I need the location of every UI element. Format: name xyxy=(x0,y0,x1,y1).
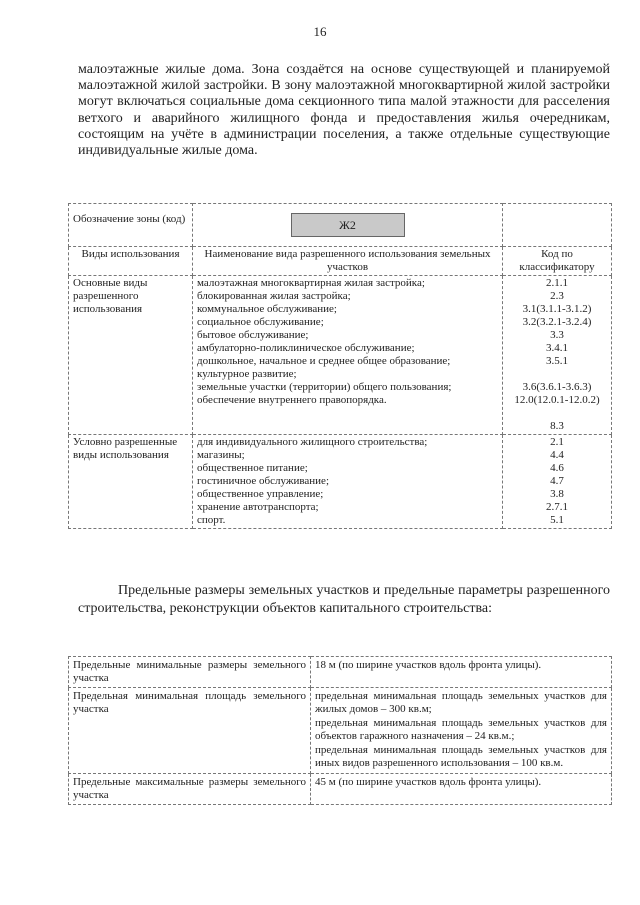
page-number: 16 xyxy=(313,24,327,39)
list-item: обеспечение внутреннего правопорядка. xyxy=(197,394,387,406)
list-item: общественное управление; xyxy=(197,488,324,500)
intro-text: малоэтажные жилые дома. Зона создаётся на основе существующей и планируемой малоэтажной жилой застройки. В зону малоэтажной многоквартирной жилой застройки могут включаться социальные дома секционного типа малой этажности для расселения ветхого и аварийного жилищного фонда и предоставления жилья очередникам, состоящим на учёте в администрации поселения, а также отдельные существующие индивидуальные жилые дома. xyxy=(78,62,610,159)
conditional-uses-label: Условно разрешенные виды использования xyxy=(69,435,193,529)
table-row xyxy=(69,657,612,688)
main-uses-label: Основные виды разрешенного использования xyxy=(69,276,193,435)
limit-value: 45 м (по ширине участков вдоль фронта улицы). xyxy=(315,776,542,788)
list-item: коммунальное обслуживание; xyxy=(197,303,337,315)
header-name: Наименование вида разрешенного использования земельных участков xyxy=(193,247,503,276)
list-item: хранение автотранспорта; xyxy=(197,501,319,513)
conditional-uses-codes xyxy=(503,435,612,529)
table-row xyxy=(69,774,612,805)
zone-empty-cell xyxy=(503,204,612,247)
code-item: 12.0(12.0.1-12.0.2) xyxy=(514,394,600,406)
code-item: 4.4 xyxy=(550,449,564,461)
list-item: общественное питание; xyxy=(197,462,308,474)
main-uses-names xyxy=(193,276,503,435)
list-item: блокированная жилая застройка; xyxy=(197,290,351,302)
code-item: 3.2(3.2.1-3.2.4) xyxy=(522,316,592,328)
code-item: 2.1 xyxy=(550,436,564,448)
header-row xyxy=(69,247,612,276)
conditional-uses-row xyxy=(69,435,612,529)
limit-label: Предельные максимальные размеры земельного участка xyxy=(69,774,311,805)
conditional-uses-names xyxy=(193,435,503,529)
zone-label-cell xyxy=(69,204,193,247)
zone-label: Обозначение зоны (код) xyxy=(73,213,186,225)
limit-value: предельная минимальная площадь земельных участков для жилых домов – 300 кв.м; xyxy=(315,690,607,715)
table-row xyxy=(69,688,612,774)
limits-title: Предельные размеры земельных участков и предельные параметры разрешенного строительства, реконструкции объектов капитального строительства: xyxy=(78,583,610,616)
limit-value: предельная минимальная площадь земельных участков для объектов гаражного назначения – 24 кв.м.; xyxy=(315,717,607,742)
list-item: культурное развитие; xyxy=(197,368,297,380)
limit-value: 18 м (по ширине участков вдоль фронта улицы). xyxy=(315,659,542,671)
limits-table xyxy=(68,656,612,805)
header-code: Код по классификатору xyxy=(503,247,612,276)
limit-label: Предельные минимальные размеры земельного участка xyxy=(69,657,311,688)
code-item: 2.1.1 xyxy=(546,277,568,289)
code-item: 2.3 xyxy=(550,290,564,302)
limit-value-cell xyxy=(311,657,612,688)
code-item: 3.3 xyxy=(550,329,564,341)
list-item: дошкольное, начальное и среднее общее образование; xyxy=(197,355,451,367)
zone-code-cell xyxy=(193,204,503,247)
zone-code-box: Ж2 xyxy=(291,213,405,237)
list-item: для индивидуального жилищного строительства; xyxy=(197,436,428,448)
main-uses-row xyxy=(69,276,612,435)
code-item: 5.1 xyxy=(550,514,564,526)
limit-value-cell xyxy=(311,774,612,805)
limit-value-cell xyxy=(311,688,612,774)
list-item: социальное обслуживание; xyxy=(197,316,324,328)
code-item: 8.3 xyxy=(550,420,564,432)
main-uses-codes xyxy=(503,276,612,435)
list-item: малоэтажная многоквартирная жилая застройка; xyxy=(197,277,425,289)
code-item: 3.4.1 xyxy=(546,342,568,354)
intro-paragraph xyxy=(78,62,610,159)
code-item: 3.6(3.6.1-3.6.3) xyxy=(522,381,592,393)
zone-code-row xyxy=(69,204,612,247)
zone-table xyxy=(68,203,612,529)
list-item: магазины; xyxy=(197,449,245,461)
list-item: гостиничное обслуживание; xyxy=(197,475,329,487)
code-item: 3.5.1 xyxy=(546,355,568,367)
code-item: 2.7.1 xyxy=(546,501,568,513)
limit-value: предельная минимальная площадь земельных участков для иных видов разрешенного использования – 100 кв.м. xyxy=(315,744,607,769)
code-item: 4.6 xyxy=(550,462,564,474)
code-item: 3.1(3.1.1-3.1.2) xyxy=(522,303,592,315)
list-item: спорт. xyxy=(197,514,226,526)
list-item: амбулаторно-поликлиническое обслуживание; xyxy=(197,342,415,354)
header-use-types: Виды использования xyxy=(69,247,193,276)
list-item: бытовое обслуживание; xyxy=(197,329,309,341)
limit-label: Предельная минимальная площадь земельного участка xyxy=(69,688,311,774)
code-item: 4.7 xyxy=(550,475,564,487)
code-item: 3.8 xyxy=(550,488,564,500)
list-item: земельные участки (территории) общего пользования; xyxy=(197,381,452,393)
